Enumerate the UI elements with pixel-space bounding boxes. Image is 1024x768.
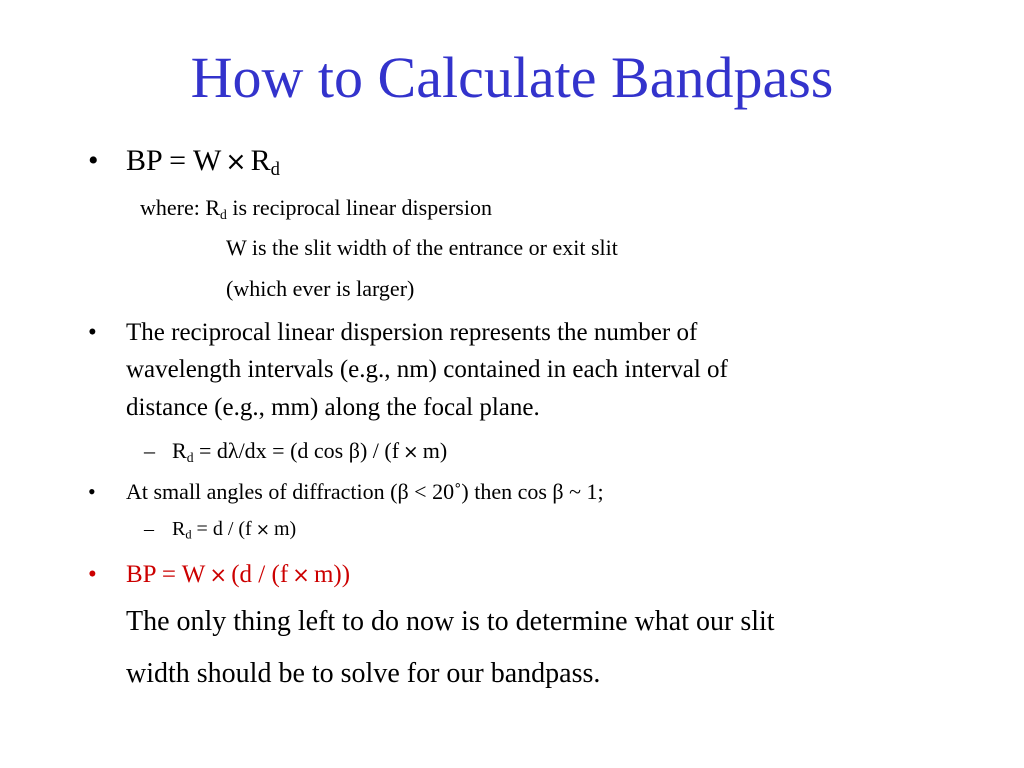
bp-final-formula (126, 562, 350, 587)
times-symbol: × (209, 563, 228, 588)
rd1-sub: d (186, 449, 194, 465)
recip-line-3: distance (e.g., mm) along the focal plane. (126, 394, 540, 421)
slit-width-line: W is the slit width of the entrance or exit slit (226, 235, 618, 260)
conclusion-line-1: The only thing left to do now is to determine what our slit (126, 606, 775, 637)
bullet-marker: • (88, 479, 96, 504)
bp-formula-sub: d (270, 159, 280, 181)
rd2-r: R (172, 518, 186, 540)
rd1-tail: m) (422, 438, 448, 463)
which-larger-line: (which ever is larger) (226, 276, 415, 301)
rd1-body: = dλ/dx = (d cos β) / (f (199, 438, 400, 463)
dash-marker: – (144, 518, 154, 540)
rd-formula-1 (172, 440, 447, 463)
rd1-r: R (172, 438, 187, 463)
where-line (140, 195, 492, 222)
times-symbol: × (255, 520, 270, 540)
bp-final-middle: (d / (f (231, 561, 289, 588)
bullet-marker: • (88, 144, 99, 177)
rd2-tail: m) (273, 518, 297, 540)
dash-marker: – (144, 438, 155, 463)
rd2-sub: d (185, 527, 192, 542)
bp-final-prefix: BP = W (126, 561, 206, 588)
bullet-marker: • (88, 319, 97, 346)
conclusion-line-2: width should be to solve for our bandpass. (126, 658, 601, 689)
bp-formula (126, 144, 280, 181)
bp-formula-prefix: BP = W (126, 144, 222, 177)
bullet-marker: • (88, 561, 97, 588)
recip-line-1: The reciprocal linear dispersion represents the number of (126, 319, 698, 346)
times-symbol: × (403, 442, 419, 463)
times-symbol: × (225, 147, 247, 177)
recip-line-2: wavelength intervals (e.g., nm) contained in each interval of (126, 356, 728, 383)
bp-formula-r: R (250, 144, 271, 177)
where-suffix: is reciprocal linear dispersion (232, 195, 492, 220)
slide-title: How to Calculate Bandpass (190, 45, 834, 110)
where-prefix: where: R (140, 195, 221, 220)
where-sub: d (220, 206, 227, 222)
small-angle-line: At small angles of diffraction (β < 20˚) then cos β ~ 1; (126, 479, 604, 504)
rd-formula-2 (172, 518, 297, 542)
rd2-body: = d / (f (196, 518, 252, 540)
times-symbol: × (292, 563, 310, 588)
bp-final-tail: m)) (313, 561, 351, 588)
